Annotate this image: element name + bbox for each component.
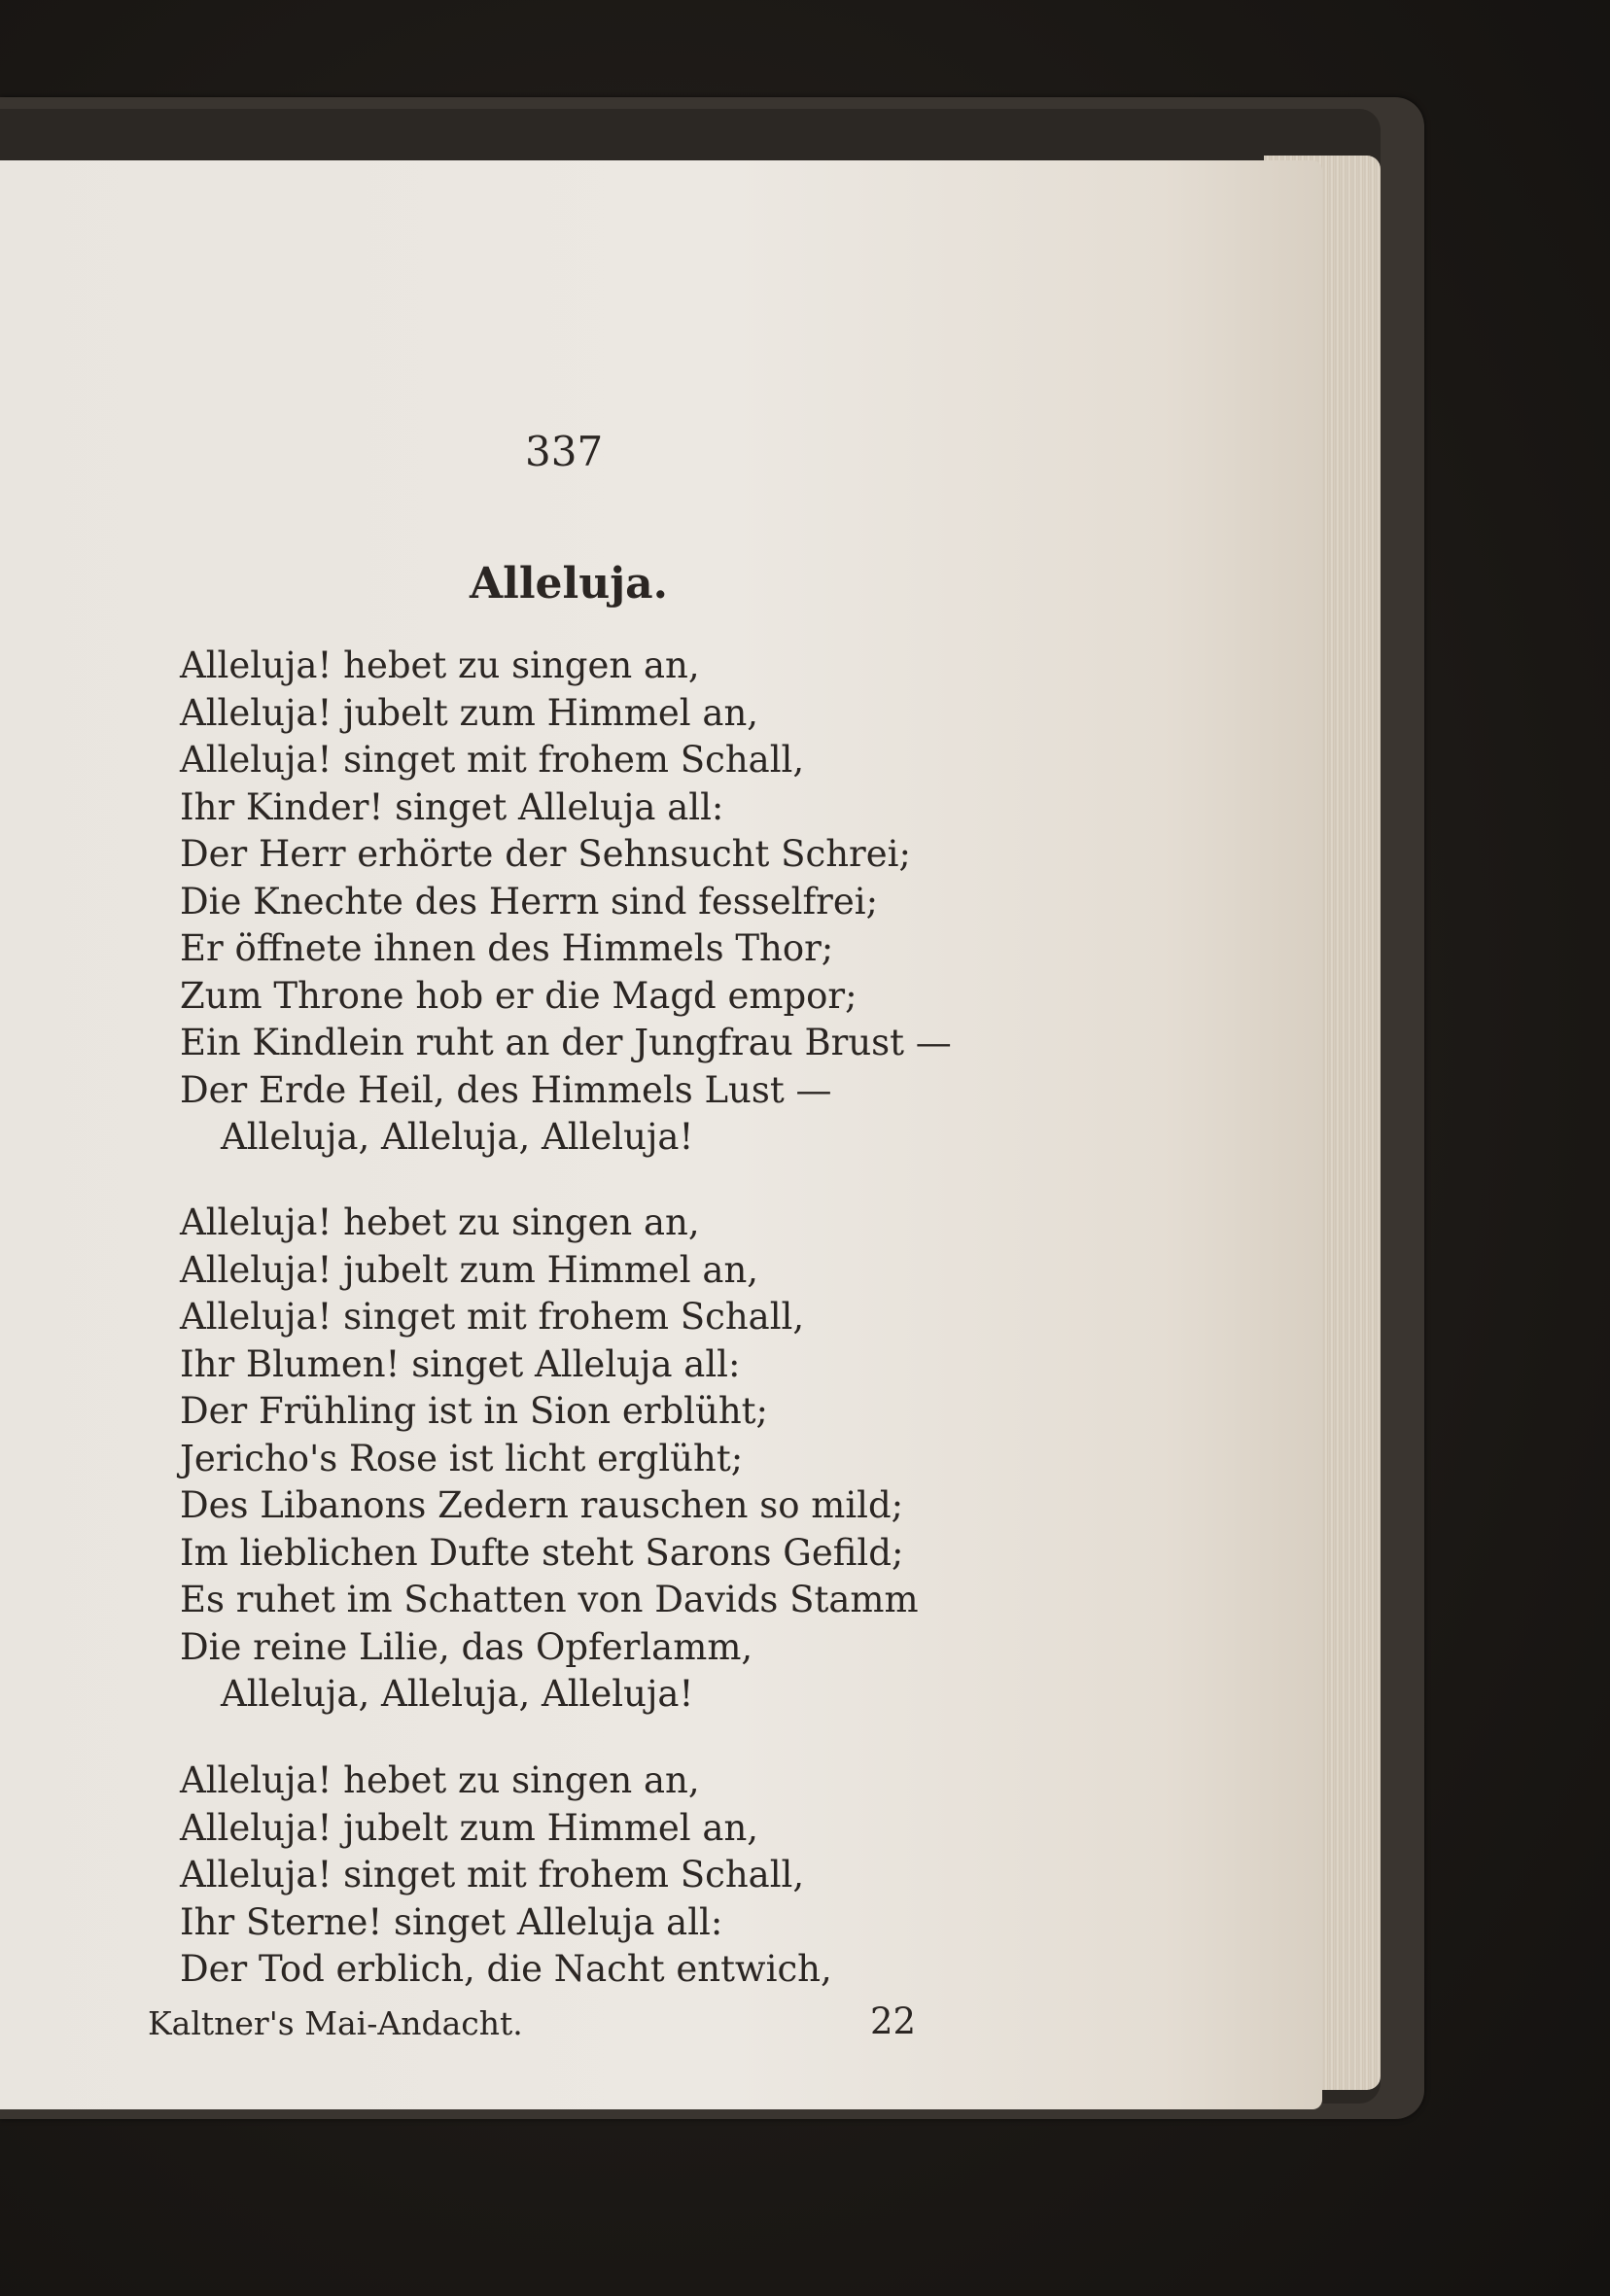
book-page: [0, 160, 1322, 2109]
footer-signature: Kaltner's Mai-Andacht.: [148, 2004, 523, 2042]
page-number: 337: [525, 428, 604, 475]
verse-line: Alleluja! singet mit frohem Schall,: [180, 1854, 805, 1896]
verse-line: Der Herr erhörte der Sehnsucht Schrei;: [180, 833, 911, 875]
verse-line: Ihr Blumen! singet Alleluja all:: [180, 1342, 741, 1385]
verse-line: Jericho's Rose ist licht erglüht;: [180, 1437, 744, 1479]
verse-line: Es ruhet im Schatten von Davids Stamm: [180, 1579, 919, 1620]
verse-line: Alleluja! jubelt zum Himmel an,: [180, 1806, 759, 1849]
verse-line: Alleluja! singet mit frohem Schall,: [180, 1296, 805, 1338]
verse-refrain: Alleluja, Alleluja, Alleluja!: [221, 1673, 694, 1715]
verse-line: Die reine Lilie, das Opferlamm,: [180, 1625, 753, 1668]
verse-line: Alleluja! jubelt zum Himmel an,: [180, 691, 759, 734]
verse-line: Alleluja! jubelt zum Himmel an,: [180, 1248, 759, 1291]
sheet-number: 22: [870, 2000, 917, 2042]
verse-line: Alleluja! singet mit frohem Schall,: [180, 739, 805, 781]
verse-line: Die Knechte des Herrn sind fesselfrei;: [180, 880, 879, 922]
verse-1: [180, 643, 952, 1162]
verse-3: [180, 1757, 832, 1994]
verse-line: Ein Kindlein ruht an der Jungfrau Brust —: [180, 1022, 952, 1063]
verse-line: Der Erde Heil, des Himmels Lust —: [180, 1068, 832, 1111]
poem-title: Alleluja.: [469, 559, 668, 609]
verse-line: Der Frühling ist in Sion erblüht;: [180, 1390, 768, 1432]
verse-line: Alleluja! hebet zu singen an,: [180, 1201, 700, 1243]
verse-line: Ihr Kinder! singet Alleluja all:: [180, 785, 724, 828]
verse-line: Des Libanons Zedern rauschen so mild;: [180, 1484, 904, 1526]
verse-line: Ihr Sterne! singet Alleluja all:: [180, 1900, 723, 1943]
verse-refrain: Alleluja, Alleluja, Alleluja!: [221, 1116, 694, 1158]
verse-2: [180, 1200, 919, 1719]
verse-line: Im lieblichen Dufte steht Sarons Gefild;: [180, 1531, 904, 1574]
verse-line: Zum Throne hob er die Magd empor;: [180, 974, 858, 1017]
verse-line: Alleluja! hebet zu singen an,: [180, 1759, 700, 1801]
verse-line: Alleluja! hebet zu singen an,: [180, 644, 700, 686]
verse-line: Der Tod erblich, die Nacht entwich,: [180, 1948, 832, 1990]
verse-line: Er öffnete ihnen des Himmels Thor;: [180, 927, 834, 969]
